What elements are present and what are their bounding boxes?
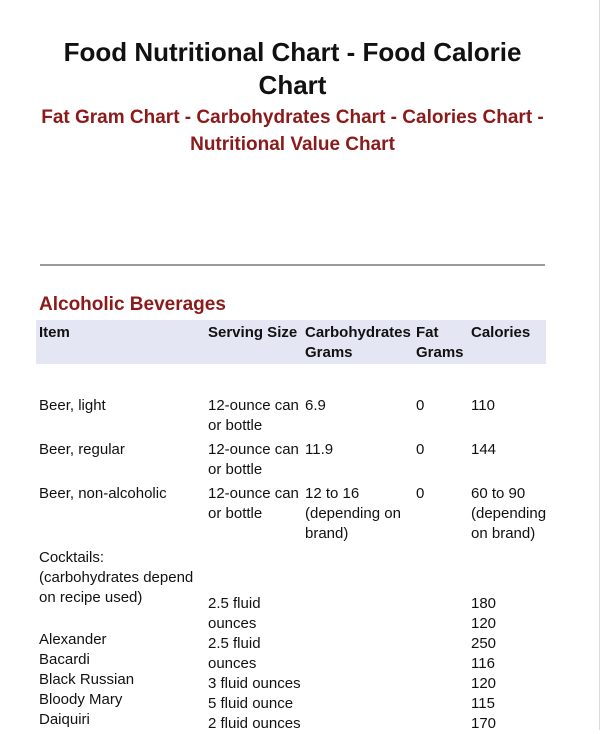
row-beer-regular-carbs: 11.9	[305, 441, 334, 458]
page-subtitle: Fat Gram Chart - Carbohydrates Chart - Calories Chart - Nutritional Value Chart	[41, 107, 544, 155]
serving-line: 12-ounce can	[208, 441, 299, 458]
header-carbohydrates	[305, 323, 411, 363]
calories-line: 60 to 90	[471, 485, 526, 502]
cocktail-serving: ounces	[208, 615, 257, 632]
cocktail-item-bloody-mary: Bloody Mary	[39, 691, 123, 708]
cocktail-calories: 120	[471, 615, 497, 632]
cocktail-calories-alexander: 250	[471, 635, 497, 652]
calories-line: on brand)	[471, 525, 536, 542]
row-beer-light-fat: 0	[416, 397, 425, 414]
carbs-line: 12 to 16	[305, 485, 360, 502]
row-beer-nonalcoholic-item: Beer, non-alcoholic	[39, 485, 167, 502]
row-beer-light-item: Beer, light	[39, 397, 106, 414]
row-beer-nonalcoholic-calories	[471, 484, 546, 544]
serving-line: 12-ounce can	[208, 485, 299, 502]
carbs-line: (depending on	[305, 505, 401, 522]
row-beer-light-carbs: 6.9	[305, 397, 326, 414]
cocktails-label	[39, 548, 193, 608]
cocktail-item-black-russian: Black Russian	[39, 671, 135, 688]
cocktail-serving: 2.5 fluid	[208, 595, 261, 612]
row-beer-regular-calories: 144	[471, 441, 497, 458]
serving-line: 12-ounce can	[208, 397, 299, 414]
cocktail-item-bacardi: Bacardi	[39, 651, 90, 668]
cocktail-serving-alexander: 2.5 fluid	[208, 635, 261, 652]
header-serving-size: Serving Size	[208, 324, 298, 341]
calories-line: (depending	[471, 505, 547, 522]
cocktail-calories-bacardi: 116	[471, 655, 495, 672]
row-beer-light-calories: 110	[471, 397, 495, 414]
page-title: Food Nutritional Chart - Food Calorie Chart	[63, 37, 522, 100]
header-fat	[416, 323, 464, 363]
header-carbohydrates-line1: Carbohydrates	[305, 324, 411, 341]
header-fat-line2: Grams	[416, 344, 464, 361]
cocktail-serving-bacardi: ounces	[208, 655, 257, 672]
cocktail-item-alexander: Alexander	[39, 631, 107, 648]
row-beer-regular-fat: 0	[416, 441, 425, 458]
header-carbohydrates-line2: Grams	[305, 344, 353, 361]
cocktail-serving-daiquiri: 2 fluid ounces	[208, 715, 301, 732]
cocktail-calories-black-russian: 120	[471, 675, 497, 692]
header-calories: Calories	[471, 324, 531, 341]
serving-line: or bottle	[208, 417, 263, 434]
row-beer-nonalcoholic-fat: 0	[416, 485, 425, 502]
cocktail-calories-column	[471, 594, 496, 734]
cocktail-serving-black-russian: 3 fluid ounces	[208, 675, 301, 692]
row-beer-regular-item: Beer, regular	[39, 441, 125, 458]
cocktail-item-daiquiri: Daiquiri	[39, 711, 90, 728]
row-beer-nonalcoholic-serving	[208, 484, 299, 524]
cocktail-calories-daiquiri: 170	[471, 715, 497, 732]
carbs-line: brand)	[305, 525, 349, 542]
cocktail-calories: 180	[471, 595, 497, 612]
cocktails-label-line: (carbohydrates depend	[39, 569, 194, 586]
horizontal-divider	[40, 264, 545, 266]
cocktail-items-column	[39, 630, 134, 730]
cocktail-serving-bloody-mary: 5 fluid ounce	[208, 695, 294, 712]
serving-line: or bottle	[208, 505, 263, 522]
section-heading: Alcoholic Beverages	[39, 294, 226, 315]
cocktail-calories-bloody-mary: 115	[471, 695, 495, 712]
cocktail-serving-column	[208, 594, 301, 734]
row-beer-regular-serving	[208, 440, 299, 480]
header-fat-line1: Fat	[416, 324, 439, 341]
row-beer-nonalcoholic-carbs	[305, 484, 401, 544]
header-item: Item	[39, 324, 70, 341]
cocktails-label-line: Cocktails:	[39, 549, 105, 566]
serving-line: or bottle	[208, 461, 263, 478]
row-beer-light-serving	[208, 396, 299, 436]
cocktails-label-line: on recipe used)	[39, 589, 143, 606]
